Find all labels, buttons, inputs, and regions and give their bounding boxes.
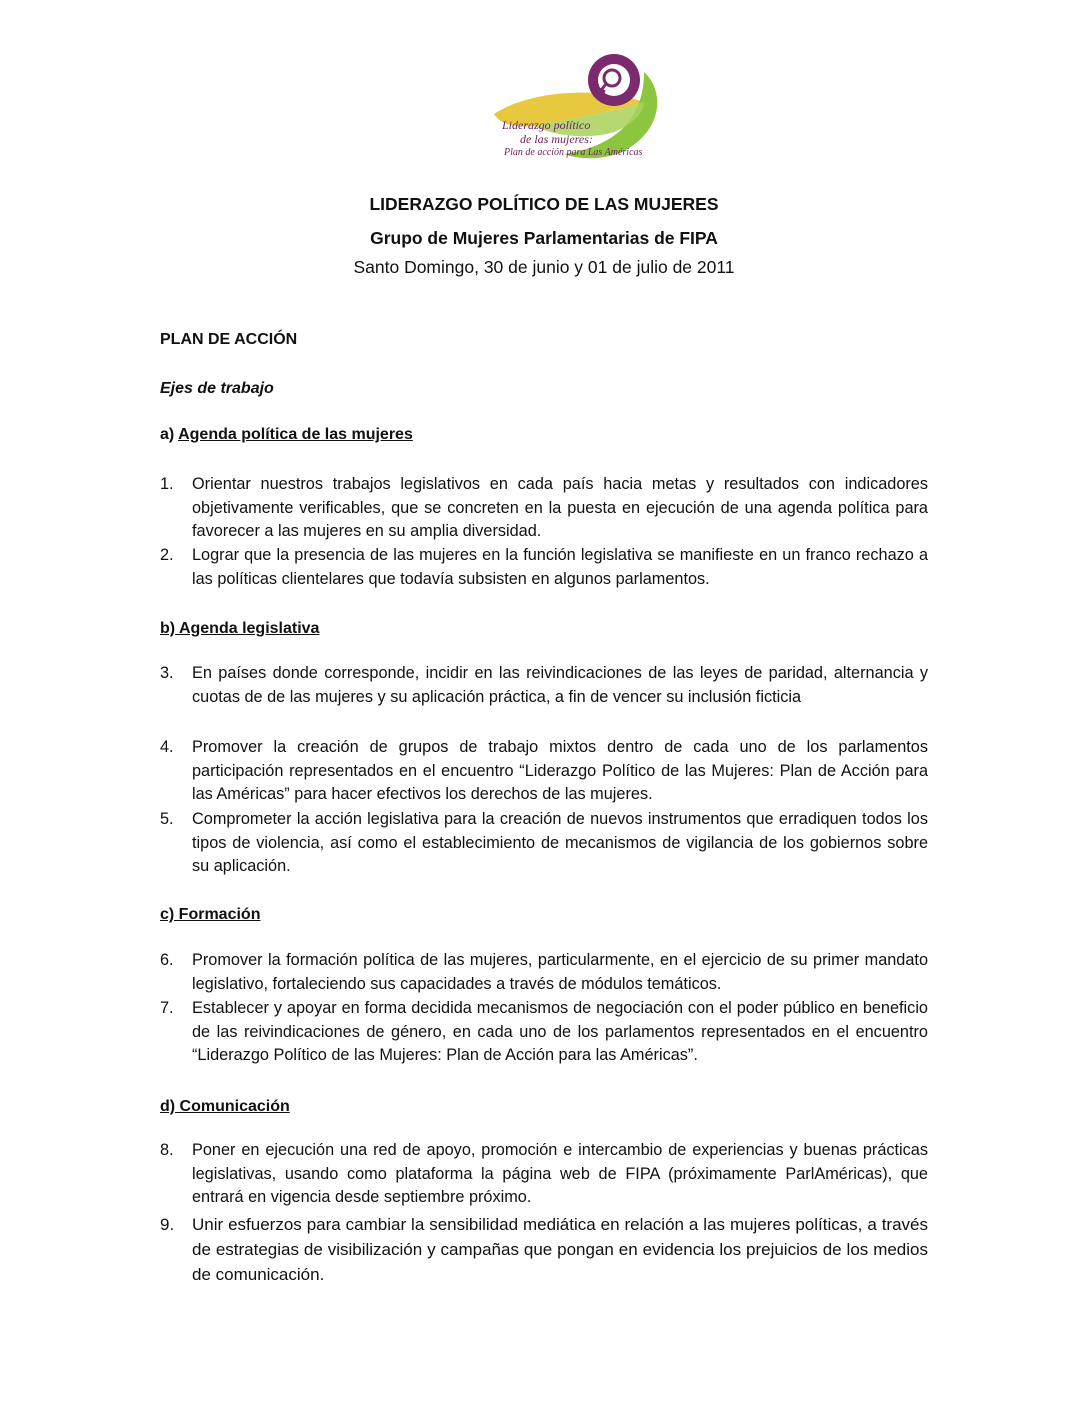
ejes-heading: Ejes de trabajo (160, 380, 274, 397)
section-c-title: c) Formación (160, 906, 261, 923)
item-text: En países donde corresponde, incidir en las reivindicaciones de las leyes de paridad, alternancia y cuotas de de las mujeres y su aplicación práctica, a fin de vencer su inclusión ficticia (192, 664, 928, 706)
plan-heading: PLAN DE ACCIÓN (160, 331, 298, 348)
item-text: Poner en ejecución una red de apoyo, promoción e intercambio de experiencias y buenas prácticas legislativas, usando como plataforma la página web de FIPA (próximamente ParlAméricas), que entrará en vigencia desde septiembre próximo. (192, 1141, 928, 1206)
item-text: Orientar nuestros trabajos legislativos en cada país hacia metas y resultados con indicadores objetivamente verificables, que se concreten en la puesta en ejecución de una agenda política para favorecer a las mujeres en su amplia diversidad. (192, 475, 928, 540)
item-text: Unir esfuerzos para cambiar la sensibilidad mediática en relación a las mujeres políticas, a través de estrategias de visibilización y campañas que pongan en evidencia los prejuicios de los medios de comunicación. (192, 1215, 928, 1284)
item-text: Promover la formación política de las mujeres, particularmente, en el ejercicio de su primer mandato legislativo, fortaleciendo sus capacidades a través de módulos temáticos. (192, 951, 928, 993)
logo-line-3: Plan de acción para Las Américas (504, 147, 643, 158)
item-number: 3. (160, 664, 174, 682)
document-subtitle: Grupo de Mujeres Parlamentarias de FIPA (370, 228, 718, 248)
item-number: 7. (160, 999, 174, 1017)
logo-line-2: de las mujeres: (520, 132, 593, 146)
item-number: 8. (160, 1141, 174, 1159)
list-item (160, 1139, 928, 1210)
section-d-heading (160, 1098, 290, 1116)
logo-line-1: Liderazgo político (502, 118, 591, 132)
list-item (160, 544, 928, 591)
section-b-title: b) Agenda legislativa (160, 620, 320, 637)
list-item (160, 949, 928, 996)
item-number: 1. (160, 475, 174, 493)
list-item (160, 997, 928, 1068)
list-item (160, 808, 928, 879)
list-item (160, 662, 928, 709)
item-text: Comprometer la acción legislativa para la creación de nuevos instrumentos que erradiquen todos los tipos de violencia, así como el establecimiento de mecanismos de vigilancia de los gobiernos sobre su aplicación. (192, 810, 928, 875)
list-item (160, 473, 928, 544)
section-a-title: Agenda política de las mujeres (178, 426, 413, 443)
section-b-heading (160, 620, 319, 638)
item-text: Promover la creación de grupos de trabajo mixtos dentro de cada uno de los parlamentos participación representados en el encuentro “Liderazgo Político de las Mujeres: Plan de Acción para las Américas” para hacer efectivos los derechos de las mujeres. (192, 738, 928, 803)
item-number: 4. (160, 738, 174, 756)
item-number: 5. (160, 810, 174, 828)
item-text: Establecer y apoyar en forma decidida mecanismos de negociación con el poder público en beneficio de las reivindicaciones de género, en cada uno de los parlamentos representados en el encuentro “Liderazgo Político de las Mujeres: Plan de Acción para las Américas”. (192, 999, 928, 1064)
document-title: LIDERAZGO POLÍTICO DE LAS MUJERES (369, 194, 719, 214)
place-date: Santo Domingo, 30 de junio y 01 de julio de 2011 (353, 257, 735, 277)
section-a-heading (160, 426, 413, 444)
list-item (160, 1212, 928, 1287)
section-d-title: d) Comunicación (160, 1098, 290, 1115)
logo-text (502, 118, 642, 160)
item-number: 9. (160, 1215, 175, 1234)
logo (494, 52, 670, 170)
item-number: 2. (160, 546, 174, 564)
item-text: Lograr que la presencia de las mujeres en la función legislativa se manifieste en un franco rechazo a las políticas clientelares que todavía subsisten en algunos parlamentos. (192, 546, 928, 588)
item-number: 6. (160, 951, 174, 969)
section-a-letter: a) (160, 426, 175, 443)
list-item (160, 736, 928, 807)
section-c-heading (160, 906, 260, 924)
